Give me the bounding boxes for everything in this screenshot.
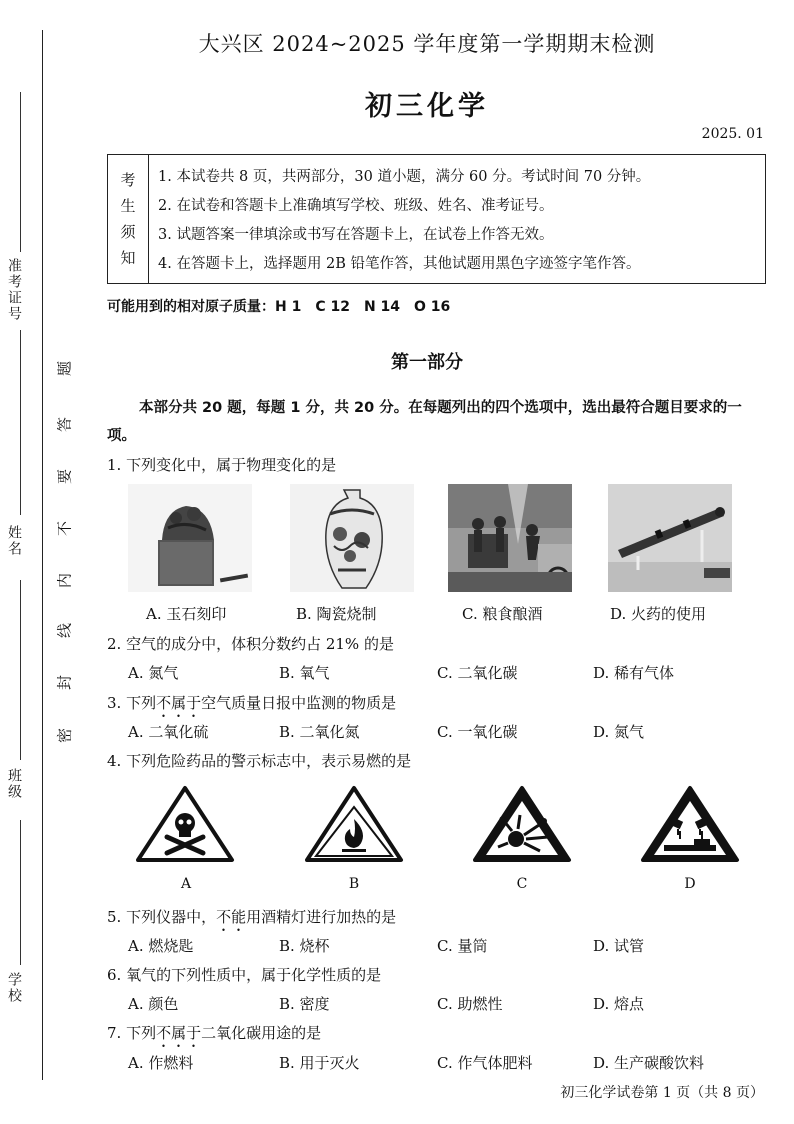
q5-stem-post: 用酒精灯进行加热的是 (246, 908, 397, 926)
q7-stem-emphasis: 不属于 (156, 1024, 202, 1042)
q5-option-a: A. 燃烧匙 (128, 937, 194, 955)
q1-option-c: C. 粮食酿酒 (462, 605, 543, 623)
q2-option-d: D. 稀有气体 (593, 664, 675, 682)
q7-stem-post: 二氧化碳用途的是 (201, 1024, 322, 1042)
part1-title: 第一部分 (391, 352, 463, 373)
question-6-stem: 6. 氧气的下列性质中，属于化学性质的是 (107, 966, 382, 984)
binding-label-school: 学校 (6, 972, 22, 1004)
exam-title: 大兴区 2024~2025 学年度第一学期期末检测 (198, 32, 656, 56)
q6-option-d: D. 熔点 (593, 995, 645, 1013)
jade-seal-photo (128, 484, 252, 592)
q3-stem-pre: 3. 下列 (107, 694, 157, 712)
binding-label-name: 姓名 (6, 525, 22, 557)
binding-blank-line (20, 820, 21, 965)
question-3-stem (107, 692, 396, 721)
question-4-stem: 4. 下列危险药品的警示标志中，表示易燃的是 (107, 752, 412, 770)
q4-option-b: B (348, 876, 360, 892)
notice-item: 3. 试题答案一律填涂或书写在答题卡上，在试卷上作答无效。 (158, 227, 554, 243)
subject-title: 初三化学 (365, 91, 489, 122)
binding-blank-line (20, 580, 21, 760)
notice-head-char: 知 (120, 249, 136, 267)
q7-option-b: B. 用于灭火 (279, 1054, 360, 1072)
seal-char: 不 (55, 521, 74, 537)
q7-option-c: C. 作气体肥料 (437, 1054, 533, 1072)
question-2-stem: 2. 空气的成分中，体积分数约占 21% 的是 (107, 635, 394, 653)
q4-option-c: C (516, 876, 528, 892)
binding-line (42, 30, 43, 1080)
seal-char: 密 (55, 728, 74, 744)
q3-stem-emphasis: 不属于 (156, 694, 202, 712)
question-5-stem (107, 906, 396, 935)
brewing-scene-photo (448, 484, 572, 592)
q6-option-c: C. 助燃性 (437, 995, 503, 1013)
toxic-skull-sign-icon (135, 785, 235, 863)
q2-option-c: C. 二氧化碳 (437, 664, 518, 682)
seal-char: 封 (55, 675, 74, 691)
seal-char: 线 (55, 623, 74, 639)
flammable-sign-icon (304, 785, 404, 863)
seal-char: 题 (55, 361, 74, 377)
notice-box (107, 154, 766, 284)
q4-option-a: A (180, 876, 192, 892)
page-footer: 初三化学试卷第 1 页（共 8 页） (560, 1085, 764, 1101)
q1-option-d: D. 火药的使用 (610, 605, 707, 623)
q6-option-a: A. 颜色 (128, 995, 179, 1013)
corrosive-sign-icon (640, 785, 740, 863)
q3-option-d: D. 氮气 (593, 723, 645, 741)
notice-list (158, 163, 650, 279)
explosive-sign-icon (472, 785, 572, 863)
seal-char: 要 (55, 469, 74, 485)
q3-option-c: C. 一氧化碳 (437, 723, 518, 741)
question-7-stem (107, 1022, 321, 1051)
notice-head (108, 155, 149, 283)
binding-label-exam-id: 准考证号 (6, 258, 22, 322)
q1-option-b: B. 陶瓷烧制 (296, 605, 377, 623)
q3-option-b: B. 二氧化氮 (279, 723, 360, 741)
q3-stem-post: 空气质量日报中监测的物质是 (201, 694, 397, 712)
q4-option-d: D (684, 876, 696, 892)
q3-option-a: A. 二氧化硫 (128, 723, 209, 741)
seal-char: 内 (55, 573, 74, 589)
binding-label-class: 班级 (6, 768, 22, 800)
q7-stem-pre: 7. 下列 (107, 1024, 157, 1042)
q7-option-a: A. 作燃料 (128, 1054, 194, 1072)
notice-item: 1. 本试卷共 8 页，共两部分，30 道小题，满分 60 分。考试时间 70 分钟。 (158, 169, 651, 185)
q5-option-c: C. 量筒 (437, 937, 488, 955)
q6-option-b: B. 密度 (279, 995, 330, 1013)
q5-option-b: B. 烧杯 (279, 937, 330, 955)
atomic-masses: 可能用到的相对原子质量：H 1 C 12 N 14 O 16 (107, 299, 451, 315)
exam-date: 2025. 01 (701, 126, 764, 142)
q5-stem-emphasis: 不能 (216, 908, 247, 926)
ancient-cannon-photo (608, 484, 732, 592)
q5-stem-pre: 5. 下列仪器中， (107, 908, 217, 926)
porcelain-vase-photo (290, 484, 414, 592)
q2-option-b: B. 氧气 (279, 664, 330, 682)
q5-option-d: D. 试管 (593, 937, 645, 955)
q1-option-a: A. 玉石刻印 (146, 605, 227, 623)
notice-item: 2. 在试卷和答题卡上准确填写学校、班级、姓名、准考证号。 (158, 198, 554, 214)
question-1-stem: 1. 下列变化中，属于物理变化的是 (107, 456, 337, 474)
notice-head-char: 考 (120, 171, 136, 189)
part1-intro: 本部分共 20 题，每题 1 分，共 20 分。在每题列出的四个选项中，选出最符合题目要求的一项。 (107, 400, 742, 444)
notice-head-char: 须 (120, 223, 136, 241)
notice-item: 4. 在答题卡上，选择题用 2B 铅笔作答，其他试题用黑色字迹签字笔作答。 (158, 256, 641, 272)
q7-option-d: D. 生产碳酸饮料 (593, 1054, 705, 1072)
seal-char: 答 (55, 417, 74, 433)
notice-head-char: 生 (120, 197, 136, 215)
q2-option-a: A. 氮气 (128, 664, 179, 682)
